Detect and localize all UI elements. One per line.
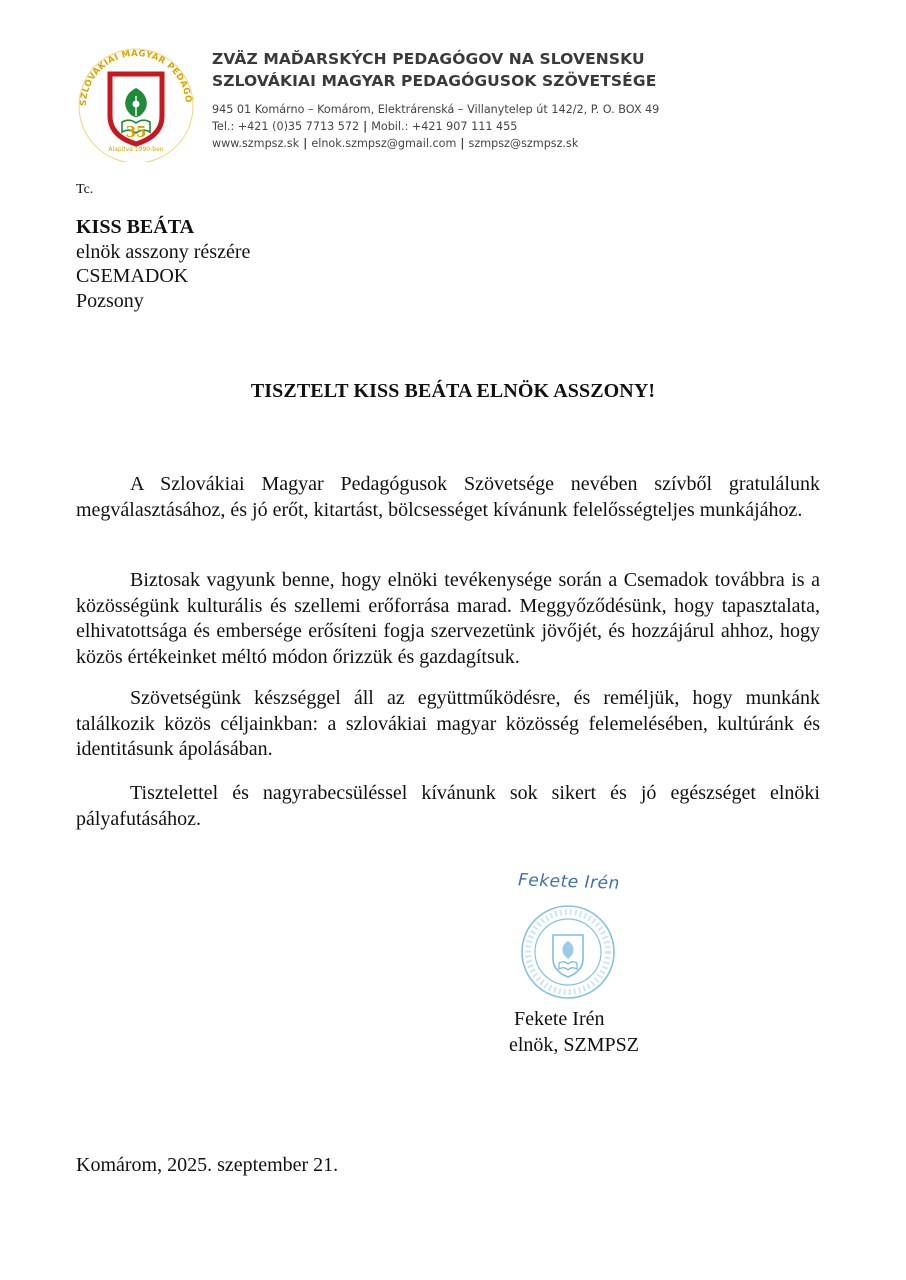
org-email-1: elnok.szmpsz@gmail.com [311, 137, 457, 150]
recipient-role: elnök asszony részére [76, 240, 251, 263]
svg-text:SZLOVÁKIAI MAGYAR PEDAGÓGUSOK: SZLOVÁKIAI MAGYAR PEDAGÓ [78, 48, 194, 107]
org-name-slovak: ZVÄZ MAĎARSKÝCH PEDAGÓGOV NA SLOVENSKU [212, 50, 645, 68]
signer-title: elnök, SZMPSZ [509, 1034, 640, 1056]
recipient-block [76, 215, 250, 313]
official-stamp [519, 903, 617, 1001]
association-emblem-icon [72, 44, 200, 162]
date-line: Komárom, 2025. szeptember 21. [76, 1154, 339, 1176]
signer-name: Fekete Irén [514, 1008, 605, 1030]
svg-text:35: 35 [125, 123, 147, 141]
separator: | [303, 137, 308, 150]
separator: | [363, 120, 368, 133]
org-address: 945 01 Komárno – Komárom, Elektrárenská – Villanytelep út 142/2, P. O. BOX 49 [212, 103, 660, 116]
recipient-organization: CSEMADOK [76, 265, 189, 287]
recipient-city: Pozsony [76, 289, 144, 312]
letter-paragraph-2: Biztosak vagyunk benne, hogy elnöki tevékenysége során a Csemadok továbbra is a közösségünk kulturális és szellemi erőforrása marad. Meggyőződésünk, hogy tapasztalata, elhivatottsága és embersége erősíteni fogja szervezetünk jövőjét, és hozzájárul ahhoz, hogy közös értékeinket méltó módon őrizzük és gazdagítsuk. [76, 569, 820, 668]
letter-greeting: TISZTELT KISS BEÁTA ELNÖK ASSZONY! [250, 380, 656, 402]
separator: | [460, 137, 465, 150]
org-name-hungarian: SZLOVÁKIAI MAGYAR PEDAGÓGUSOK SZÖVETSÉGE [212, 72, 657, 90]
stamp-seal-icon [519, 903, 617, 1001]
logo-founded-text: Alapítva 1990-ben [108, 146, 164, 153]
handwritten-signature: Fekete Irén [517, 870, 621, 894]
org-phone-line [212, 118, 672, 135]
org-website: www.szmpsz.sk [212, 137, 300, 150]
org-mobile: Mobil.: +421 907 111 455 [371, 120, 518, 133]
letter-paragraph-4: Tisztelettel és nagyrabecsüléssel kívánunk sok sikert és jó egészséget elnöki pályafutásához. [76, 782, 820, 830]
letter-paragraph-3: Szövetségünk készséggel áll az együttműködésre, és reméljük, hogy munkánk találkozik közös céljainkban: a szlovákiai magyar közösség felemelésében, kultúránk és identitásunk ápolásában. [76, 687, 820, 760]
association-logo [72, 44, 200, 162]
org-phone: Tel.: +421 (0)35 7713 572 [212, 120, 360, 133]
org-web-line [212, 135, 672, 152]
letterhead-text-block [212, 48, 672, 152]
letter-paragraph-1: A Szlovákiai Magyar Pedagógusok Szövetsége nevében szívből gratulálunk megválasztásához, és jó erőt, kitartást, bölcsességet kívánunk felelősségteljes munkájához. [76, 473, 820, 521]
org-email-2: szmpsz@szmpsz.sk [468, 137, 579, 150]
salutation-prefix: Tc. [76, 182, 94, 197]
recipient-name: KISS BEÁTA [76, 216, 195, 238]
